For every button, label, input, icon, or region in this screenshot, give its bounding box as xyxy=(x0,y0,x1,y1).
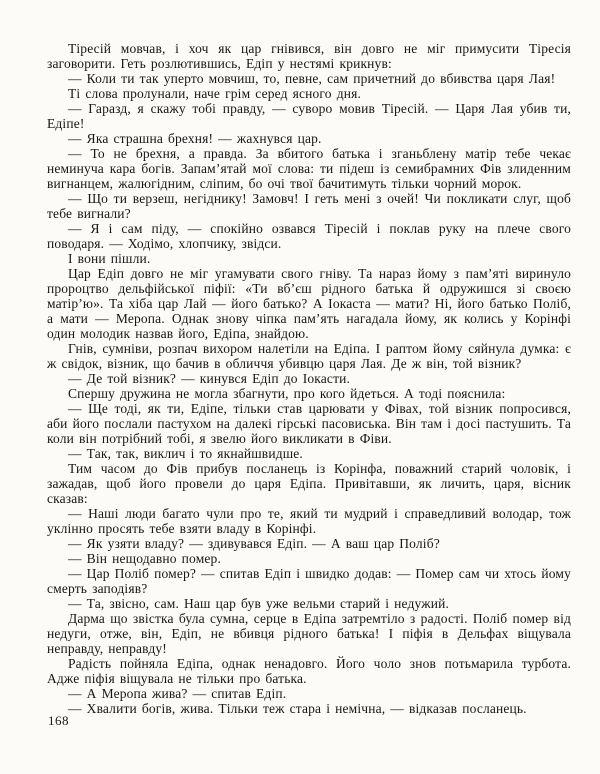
paragraph: — Та, звісно, сам. Наш цар був уже вельми старий і недужий. xyxy=(68,596,449,611)
paragraph: — Наші люди багато чули про те, який ти мудрий і справедливий володар, тож уклінно просять тебе взяти владу в Корінфі. xyxy=(47,506,571,536)
paragraph: — Де той візник? — кинувся Едіп до Іокасти. xyxy=(68,371,351,386)
paragraph: Тіресій мовчав, і хоч як цар гнівився, він довго не міг примусити Тіресія заговорити. Геть розлютившись, Едіп у нестямі крикнув: xyxy=(47,41,571,71)
paragraph: — Коли ти так уперто мовчиш, то, певне, сам причетний до вбивства царя Лая! xyxy=(68,71,556,86)
text-block xyxy=(47,41,571,716)
paragraph: Цар Едіп довго не міг угамувати свого гніву. Та нараз йому з пам’яті виринуло пророцтво дельфійської піфії: «Ти вб’єш рідного батька й одружишся зі своєю матір’ю». Та хіба цар Лай — його батько? А Іокаста — мати? Ні, його батько Поліб, а мати — Меропа. Однак знову чіпка пам’ять нагадала йому, як колись у Корінфі один молодик назвав його, Едіпа, знайдою. xyxy=(47,266,571,341)
paragraph: — Так, так, виклич і то якнайшвидше. xyxy=(68,446,303,461)
paragraph: — Що ти верзеш, негіднику! Замовч! І геть мені з очей! Чи покликати слуг, щоб тебе вигнали? xyxy=(47,191,571,221)
paragraph: — Хвалити богів, жива. Тільки теж стара і немічна, — відказав посланець. xyxy=(68,701,527,716)
paragraph: — Яка страшна брехня! — жахнувся цар. xyxy=(68,131,322,146)
paragraph: — Ще тоді, як ти, Едіпе, тільки став царювати у Фівах, той візник попросився, аби його послали пастухом на далекі гірські пасовиська. Він там і досі пастушить. Та коли він потрібний тобі, я звелю його викликати в Фіви. xyxy=(47,401,571,446)
paragraph: Дарма що звістка була сумна, серце в Едіпа затремтіло з радості. Поліб помер від недуги, отже, він, Едіп, не вбивця рідного батька! І піфія в Дельфах віщувала неправду, неправду! xyxy=(47,611,571,656)
paragraph: — Як узяти владу? — здивувався Едіп. — А ваш цар Поліб? xyxy=(68,536,440,551)
paragraph: Радість пойняла Едіпа, однак ненадовго. Його чоло знов потьмарила турбота. Адже піфія віщувала не тільки про батька. xyxy=(47,656,571,686)
paragraph: Спершу дружина не могла збагнути, про кого йдеться. А тоді пояснила: xyxy=(68,386,506,401)
paragraph: — Цар Поліб помер? — спитав Едіп і швидко додав: — Помер сам чи хтось йому смерть заподіяв? xyxy=(47,566,571,596)
paragraph: — Він нещодавно помер. xyxy=(68,551,221,566)
paragraph: Тим часом до Фів прибув посланець із Корінфа, поважний старий чоловік, і зажадав, щоб його провели до царя Едіпа. Привітавши, як личить, царя, вісник сказав: xyxy=(47,461,571,506)
paragraph: Ті слова пролунали, наче грім серед ясного дня. xyxy=(68,86,361,101)
paragraph: — То не брехня, а правда. За вбитого батька і зганьблену матір тебе чекає неминуча кара богів. Запам’ятай мої слова: ти підеш із семибрамних Фів злиденним вигнанцем, жалюгідним, сліпим, бо очі твої бачитимуть тільки чорний морок. xyxy=(47,146,571,191)
page-number: 168 xyxy=(48,713,69,728)
paragraph: — А Меропа жива? — спитав Едіп. xyxy=(68,686,287,701)
paragraph: Гнів, сумніви, розпач вихором налетіли на Едіпа. І раптом йому сяйнула думка: є ж свідок, візник, що бачив в обличчя убивцю царя Лая. Де ж він, той візник? xyxy=(47,341,571,371)
paragraph: І вони пішли. xyxy=(68,251,151,266)
paragraph: — Гаразд, я скажу тобі правду, — суворо мовив Тіресій. — Царя Лая убив ти, Едіпе! xyxy=(47,101,571,131)
paragraph: — Я і сам піду, — спокійно озвався Тіресій і поклав руку на плече свого поводаря. — Ходімо, хлопчику, звідси. xyxy=(47,221,571,251)
